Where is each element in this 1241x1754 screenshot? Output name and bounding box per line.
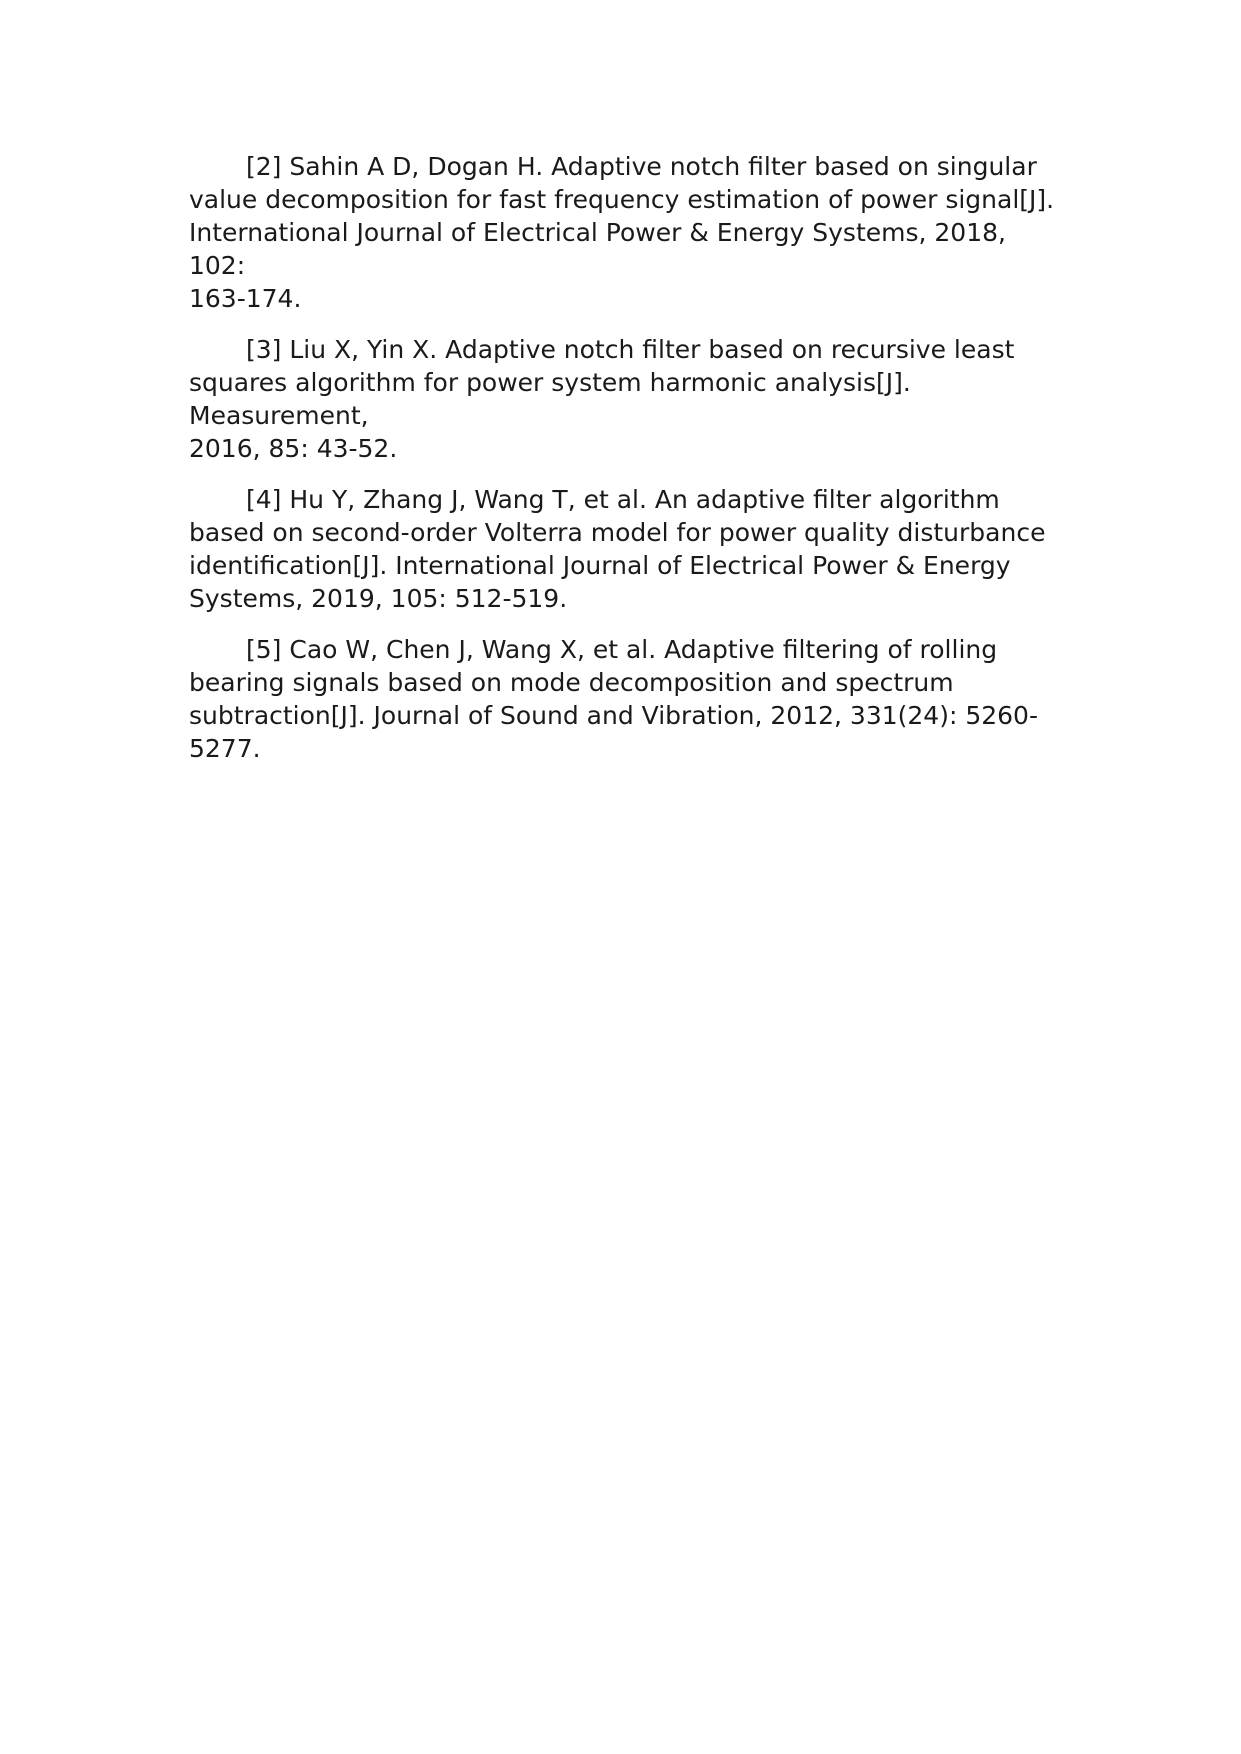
reference-line: [5] Cao W, Chen J, Wang X, et al. Adaptive filtering of rolling	[246, 635, 998, 664]
reference-item	[189, 633, 1069, 765]
reference-line: 2016, 85: 43-52.	[189, 434, 398, 463]
reference-line: [4] Hu Y, Zhang J, Wang T, et al. An adaptive filter algorithm	[246, 485, 1000, 514]
reference-line: Systems, 2019, 105: 512-519.	[189, 584, 568, 613]
reference-line: identification[J]. International Journal of Electrical Power & Energy	[189, 551, 1011, 580]
reference-line: squares algorithm for power system harmonic analysis[J]. Measurement,	[189, 368, 911, 430]
reference-line: [3] Liu X, Yin X. Adaptive notch filter based on recursive least	[246, 335, 1015, 364]
reference-line: value decomposition for fast frequency estimation of power signal[J].	[189, 185, 1055, 214]
reference-line: International Journal of Electrical Power & Energy Systems, 2018, 102:	[189, 218, 1006, 280]
reference-item	[189, 483, 1069, 615]
reference-line: 5277.	[189, 734, 261, 763]
reference-line: [2] Sahin A D, Dogan H. Adaptive notch filter based on singular	[246, 152, 1037, 181]
reference-item	[189, 150, 1069, 315]
reference-line: based on second-order Volterra model for power quality disturbance	[189, 518, 1046, 547]
reference-list	[189, 150, 1069, 783]
reference-line: bearing signals based on mode decomposition and spectrum	[189, 668, 954, 697]
reference-line: 163-174.	[189, 284, 302, 313]
reference-item	[189, 333, 1069, 465]
reference-line: subtraction[J]. Journal of Sound and Vibration, 2012, 331(24): 5260-	[189, 701, 1038, 730]
